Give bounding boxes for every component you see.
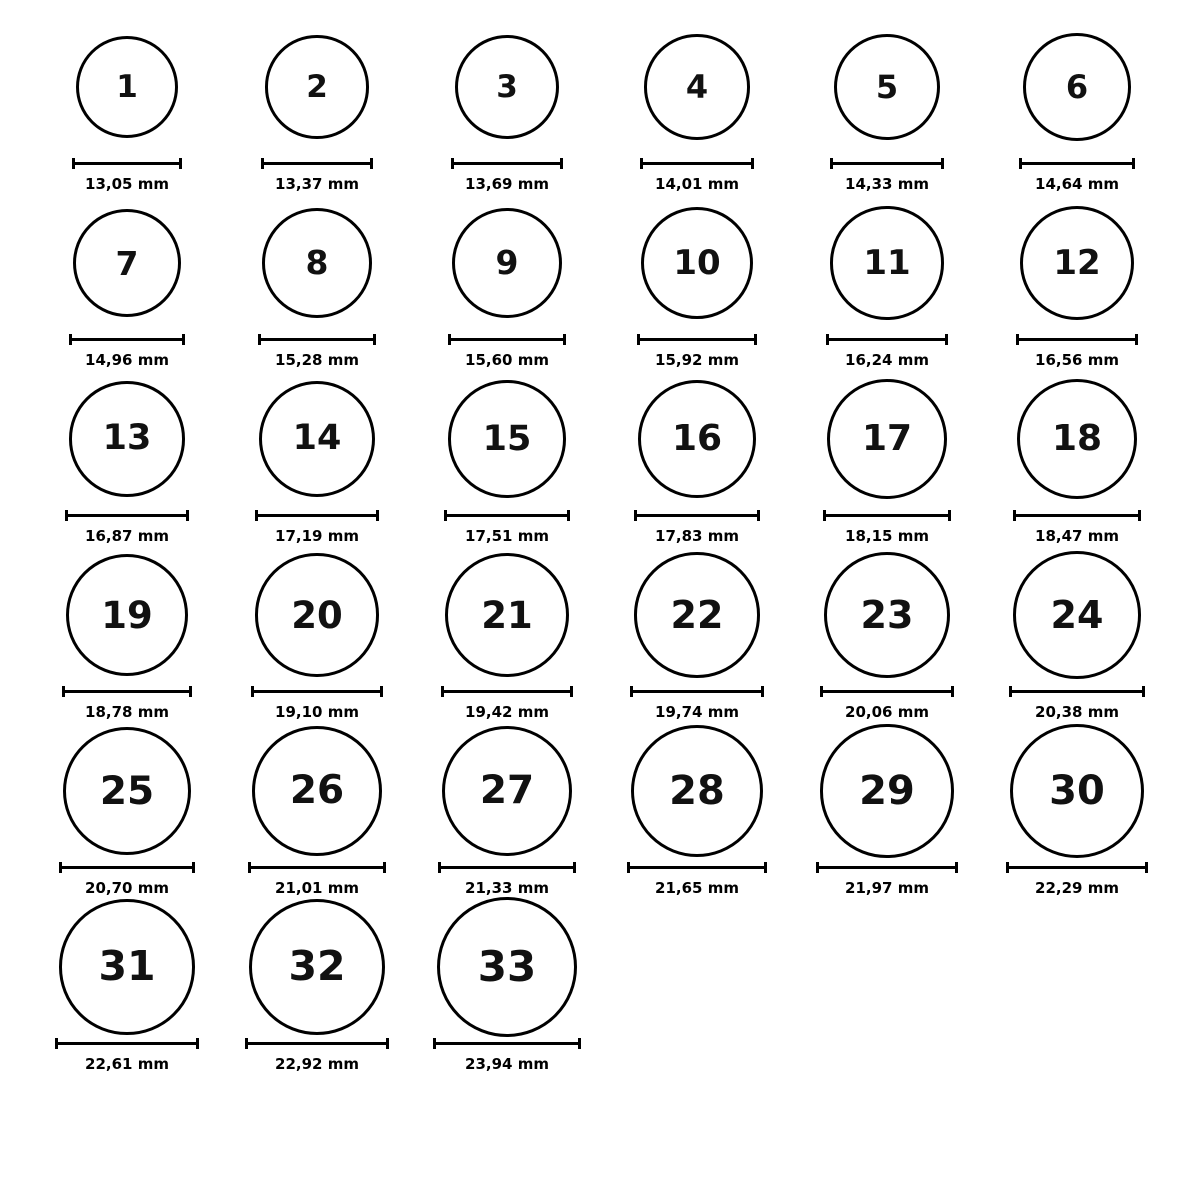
ring-size-cell [32,18,222,194]
measurement-caliper-icon [248,862,386,873]
ring-circle [1010,724,1144,858]
caliper-bar [640,162,753,165]
ring-diameter-label: 14,96 mm [85,351,169,369]
ring-size-cell [602,18,792,194]
ring-circle [634,552,759,677]
ring-diameter-label: 14,01 mm [655,175,739,193]
ring-size-cell [32,194,222,370]
ring-diameter-label: 20,06 mm [845,703,929,721]
ring-diameter-label: 18,15 mm [845,527,929,545]
ring-size-cell [222,194,412,370]
caliper-bar [823,514,951,517]
measurement-caliper-icon [451,158,563,169]
ring-size-cell [222,370,412,546]
ring-diameter-label: 15,28 mm [275,351,359,369]
ring-circle [827,379,947,499]
ring-circle [452,208,563,319]
ring-circle [1020,206,1134,320]
ring-circle-wrapper [252,722,382,860]
ring-size-number: 4 [685,67,709,106]
ring-size-cell [222,546,412,722]
ring-size-number: 24 [1050,593,1104,637]
ring-circle-wrapper [1010,722,1144,860]
ring-size-cell [982,194,1172,370]
ring-size-cell [222,722,412,898]
ring-circle [76,36,178,138]
ring-circle-wrapper [63,722,192,860]
ring-size-number: 6 [1065,68,1089,106]
ring-circle-wrapper [442,722,573,860]
caliper-bar [816,866,957,869]
ring-diameter-label: 22,29 mm [1035,879,1119,897]
ring-diameter-label: 21,65 mm [655,879,739,897]
caliper-bar [637,338,757,341]
caliper-bar [433,1042,581,1045]
caliper-bar [826,338,947,341]
ring-size-cell [602,194,792,370]
ring-diameter-label: 14,33 mm [845,175,929,193]
measurement-caliper-icon [62,686,192,697]
ring-diameter-label: 21,97 mm [845,879,929,897]
ring-diameter-label: 18,78 mm [85,703,169,721]
ring-circle-wrapper [820,722,953,860]
ring-size-cell [982,546,1172,722]
ring-diameter-label: 22,61 mm [85,1055,169,1073]
ring-diameter-label: 13,37 mm [275,175,359,193]
ring-circle-wrapper [262,194,372,332]
ring-size-number: 5 [875,68,899,106]
ring-size-cell [602,546,792,722]
ring-size-number: 15 [482,418,532,459]
caliper-bar [59,866,196,869]
caliper-bar [1013,514,1142,517]
ring-size-number: 17 [861,417,913,459]
measurement-caliper-icon [640,158,753,169]
ring-circle-wrapper [265,18,368,156]
caliper-bar [251,690,382,693]
ring-diameter-label: 18,47 mm [1035,527,1119,545]
ring-diameter-label: 15,60 mm [465,351,549,369]
ring-circle [824,552,951,679]
ring-circle [442,726,573,857]
ring-circle [641,207,753,319]
measurement-caliper-icon [55,1038,198,1049]
ring-size-number: 27 [479,768,535,814]
measurement-caliper-icon [637,334,757,345]
ring-size-number: 21 [481,593,533,637]
caliper-bar [630,690,763,693]
ring-circle [255,553,378,676]
ring-size-number: 22 [670,592,724,637]
ring-size-number: 7 [115,243,139,283]
measurement-caliper-icon [441,686,573,697]
ring-size-number: 30 [1049,768,1105,814]
ring-size-number: 32 [288,942,346,991]
measurement-caliper-icon [65,510,188,521]
ring-circle [252,726,382,856]
ring-size-number: 28 [669,768,725,814]
ring-size-cell [792,370,982,546]
measurement-caliper-icon [820,686,955,697]
ring-diameter-label: 14,64 mm [1035,175,1119,193]
ring-diameter-label: 20,38 mm [1035,703,1119,721]
measurement-caliper-icon [433,1038,581,1049]
ring-circle-wrapper [255,546,378,684]
ring-circle-wrapper [437,898,577,1036]
ring-size-number: 13 [102,418,152,459]
ring-size-cell [32,546,222,722]
caliper-bar [248,866,386,869]
ring-size-cell [222,898,412,1074]
ring-circle-wrapper [259,370,375,508]
ring-size-number: 23 [860,593,914,637]
ring-circle-wrapper [69,370,184,508]
ring-circle-wrapper [634,546,759,684]
caliper-bar [69,338,186,341]
ring-circle-wrapper [59,898,194,1036]
ring-size-number: 26 [289,768,345,814]
ring-size-number: 12 [1053,243,1101,283]
ring-size-number: 31 [98,942,156,991]
caliper-bar [1016,338,1138,341]
ring-diameter-label: 16,24 mm [845,351,929,369]
ring-circle-wrapper [73,194,182,332]
caliper-bar [1009,690,1145,693]
caliper-bar [444,514,570,517]
ring-size-number: 10 [673,243,721,283]
ring-circle [262,208,372,318]
caliper-bar [1006,866,1148,869]
ring-circle-wrapper [249,898,385,1036]
ring-circle-wrapper [827,370,947,508]
measurement-caliper-icon [1016,334,1138,345]
ring-diameter-label: 22,92 mm [275,1055,359,1073]
ring-size-number: 8 [305,243,329,283]
ring-diameter-label: 19,42 mm [465,703,549,721]
ring-size-cell [412,722,602,898]
ring-size-cell [412,194,602,370]
caliper-bar [245,1042,389,1045]
ring-diameter-label: 13,05 mm [85,175,169,193]
measurement-caliper-icon [251,686,382,697]
ring-circle-wrapper [1017,370,1138,508]
ring-size-cell [412,370,602,546]
ring-circle-wrapper [644,18,749,156]
ring-size-cell [792,722,982,898]
ring-size-number: 33 [477,942,537,991]
caliper-bar [261,162,372,165]
caliper-bar [830,162,945,165]
caliper-bar [634,514,761,517]
ring-diameter-label: 21,01 mm [275,879,359,897]
caliper-bar [1019,162,1135,165]
ring-circle-wrapper [641,194,753,332]
ring-size-number: 18 [1051,417,1103,459]
ring-size-number: 20 [291,593,343,637]
ring-size-cell [602,722,792,898]
caliper-bar [448,338,567,341]
measurement-caliper-icon [816,862,957,873]
ring-size-cell [792,194,982,370]
measurement-caliper-icon [830,158,945,169]
ring-diameter-label: 20,70 mm [85,879,169,897]
ring-size-number: 1 [116,68,138,105]
measurement-caliper-icon [448,334,567,345]
ring-size-cell [792,546,982,722]
ring-circle [1017,379,1138,500]
ring-circle-wrapper [1013,546,1141,684]
ring-diameter-label: 19,74 mm [655,703,739,721]
ring-diameter-label: 17,83 mm [655,527,739,545]
measurement-caliper-icon [630,686,763,697]
measurement-caliper-icon [261,158,372,169]
ring-circle [638,380,757,499]
measurement-caliper-icon [255,510,379,521]
ring-size-number: 25 [99,768,155,814]
ring-circle-wrapper [824,546,951,684]
caliper-bar [438,866,577,869]
ring-size-cell [32,722,222,898]
ring-circle [1013,551,1141,679]
ring-size-cell [222,18,412,194]
ring-circle [834,34,941,141]
ring-circle [448,380,566,498]
caliper-bar [55,1042,198,1045]
measurement-caliper-icon [59,862,196,873]
ring-circle-wrapper [448,370,566,508]
caliper-bar [65,514,188,517]
ring-size-cell [412,898,602,1074]
measurement-caliper-icon [438,862,577,873]
ring-circle [69,381,184,496]
measurement-caliper-icon [1013,510,1142,521]
caliper-bar [820,690,955,693]
measurement-caliper-icon [69,334,186,345]
caliper-bar [255,514,379,517]
ring-circle-wrapper [631,722,763,860]
ring-size-cell [982,18,1172,194]
ring-circle-wrapper [76,18,178,156]
ring-size-number: 2 [306,68,328,105]
measurement-caliper-icon [826,334,947,345]
ring-circle-wrapper [638,370,757,508]
measurement-caliper-icon [1006,862,1148,873]
ring-size-grid [0,18,1200,1074]
ring-circle [455,35,559,139]
ring-circle [1023,33,1131,141]
ring-circle-wrapper [66,546,188,684]
ring-diameter-label: 13,69 mm [465,175,549,193]
measurement-caliper-icon [245,1038,389,1049]
ring-diameter-label: 16,56 mm [1035,351,1119,369]
caliper-bar [258,338,376,341]
ring-circle [265,35,368,138]
measurement-caliper-icon [1019,158,1135,169]
ring-size-number: 3 [496,68,518,105]
ring-circle [820,724,953,857]
ring-circle [644,34,749,139]
ring-diameter-label: 21,33 mm [465,879,549,897]
ring-circle [63,727,192,856]
measurement-caliper-icon [627,862,767,873]
caliper-bar [62,690,192,693]
ring-size-number: 19 [101,593,153,637]
ring-size-number: 14 [292,418,342,459]
ring-size-number: 11 [863,243,911,283]
ring-circle [445,553,569,677]
ring-circle-wrapper [834,18,941,156]
measurement-caliper-icon [1009,686,1145,697]
measurement-caliper-icon [823,510,951,521]
ring-size-cell [32,370,222,546]
ring-size-cell [32,898,222,1074]
ring-size-cell [412,546,602,722]
ring-diameter-label: 19,10 mm [275,703,359,721]
measurement-caliper-icon [444,510,570,521]
ring-circle [73,209,182,318]
caliper-bar [441,690,573,693]
caliper-bar [451,162,563,165]
ring-diameter-label: 23,94 mm [465,1055,549,1073]
ring-diameter-label: 16,87 mm [85,527,169,545]
ring-circle [259,381,375,497]
ring-circle-wrapper [455,18,559,156]
ring-diameter-label: 17,51 mm [465,527,549,545]
measurement-caliper-icon [258,334,376,345]
ring-circle-wrapper [452,194,563,332]
ring-size-cell [982,370,1172,546]
ring-size-cell [792,18,982,194]
ring-size-number: 29 [859,768,915,814]
ring-circle-wrapper [445,546,569,684]
measurement-caliper-icon [72,158,182,169]
ring-size-number: 16 [671,418,723,459]
ring-circle [437,897,577,1037]
ring-size-cell [412,18,602,194]
ring-circle [66,554,188,676]
ring-circle-wrapper [1020,194,1134,332]
ring-circle-wrapper [830,194,943,332]
ring-circle [830,206,943,319]
measurement-caliper-icon [634,510,761,521]
caliper-bar [72,162,182,165]
ring-diameter-label: 15,92 mm [655,351,739,369]
ring-size-cell [602,370,792,546]
ring-size-number: 9 [495,243,519,283]
ring-size-cell [982,722,1172,898]
caliper-bar [627,866,767,869]
ring-circle [59,899,194,1034]
ring-circle [249,899,385,1035]
ring-circle [631,725,763,857]
ring-diameter-label: 17,19 mm [275,527,359,545]
ring-circle-wrapper [1023,18,1131,156]
